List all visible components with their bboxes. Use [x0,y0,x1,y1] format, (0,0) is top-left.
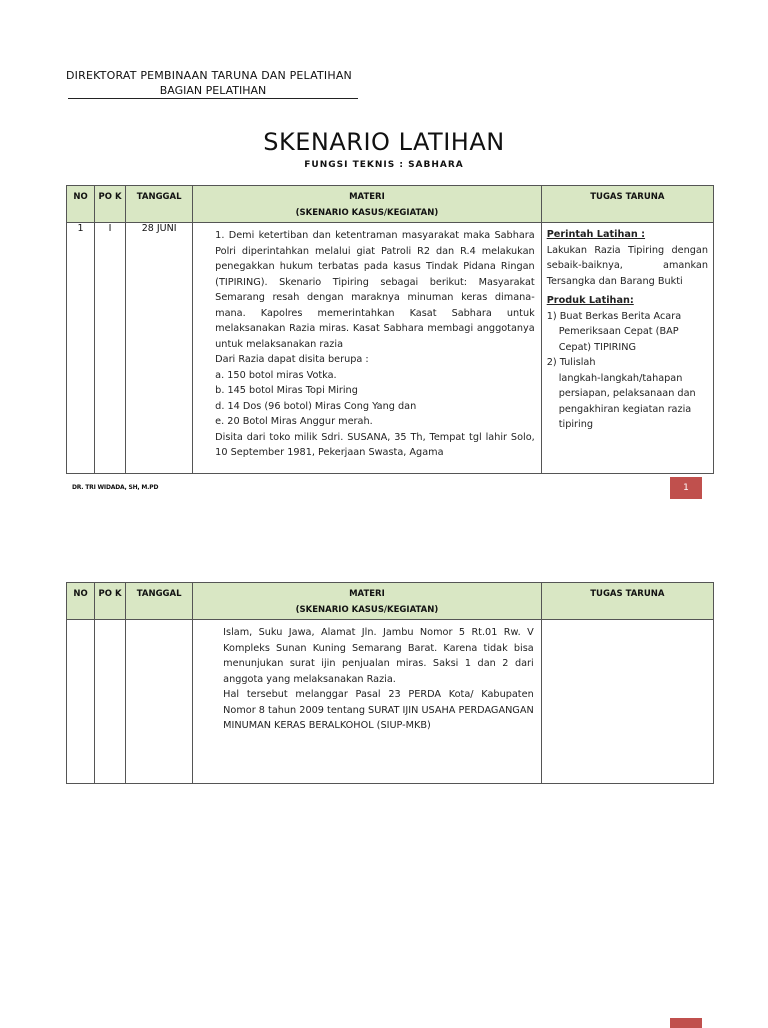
cell-no [67,620,95,784]
cell-tugas [541,223,713,474]
col-header-tugas: TUGAS TARUNA [541,186,713,223]
produk-item-1-detail: Pemeriksaan Cepat (BAP Cepat) TIPIRING [558,326,679,353]
col-header-tanggal: TANGGAL [126,583,193,620]
scenario-table-2 [66,582,714,784]
perintah-text: Lakukan Razia Tipiring dengan sebaik-baiknya, amankan Tersangka dan Barang Bukti [546,244,708,287]
page-number-badge: 1 [670,477,702,499]
materi-paragraph: Disita dari toko milik Sdri. SUSANA, 35 Th, Tempat tgl lahir Solo, 10 September 1981, Pekerjaan Swasta, Agama [215,431,535,458]
materi-paragraph: 1. Demi ketertiban dan ketentraman masyarakat maka Sabhara Polri diperintahkan melalui giat Patroli R2 dan R.4 melakukan penegakkan hukum terbatas pada kasus Tindak Pidana Ringan (TIPIRING). Skenario Tipiring sebagai berikut: Masyarakat Semarang resah dengan maraknya minuman keras dimana-mana. Kapolres memerintahkan Kasat Sabhara untuk melaksanakan Razia miras. Kasat Sabhara membagi anggotanya untuk melaksanakan razia [215,230,535,350]
materi-header-line1: MATERI [349,589,385,599]
table-header-row [67,186,714,223]
page-title: SKENARIO LATIHAN [263,128,505,156]
materi-item: e. 20 Botol Miras Anggur merah. [215,416,373,427]
directorate-heading: DIREKTORAT PEMBINAAN TARUNA DAN PELATIHAN [66,69,352,82]
cell-pok: I [95,223,126,474]
col-header-materi [193,583,542,620]
materi-item: a. 150 botol miras Votka. [215,369,337,381]
col-header-tugas: TUGAS TARUNA [541,583,713,620]
col-header-pok: PO K [95,186,126,223]
produk-heading: Produk Latihan: [546,295,634,306]
perintah-heading: Perintah Latihan : [546,229,646,240]
materi-header-line2: (SKENARIO KASUS/KEGIATAN) [295,208,439,218]
table-header-row [67,583,714,620]
col-header-materi [193,186,542,223]
materi-paragraph: Islam, Suku Jawa, Alamat Jln. Jambu Nomor 5 Rt.01 Rw. V Kompleks Sunan Kuning Semarang Barat. Karena tidak bisa menunjukan surat ijin penjualan miras. Saksi 1 dan 2 dari anggota yang melaksanakan Razia. [223,627,534,685]
table-row [67,620,714,784]
materi-item: d. 14 Dos (96 botol) Miras Cong Yang dan [215,400,417,412]
materi-paragraph: Hal tersebut melanggar Pasal 23 PERDA Kota/ Kabupaten Nomor 8 tahun 2009 tentang SURAT IJIN USAHA PERDAGANGAN MINUMAN KERAS BERALKOHOL (SIUP-MKB) [223,689,534,731]
col-header-pok: PO K [95,583,126,620]
cell-tugas [541,620,713,784]
cell-materi [193,223,542,474]
author-name: DR. TRI WIDADA, SH, M.PD [72,484,159,491]
produk-item-1: 1) Buat Berkas Berita Acara [546,310,682,322]
scenario-table-1 [66,185,714,474]
col-header-no: NO [67,583,95,620]
produk-item-2: 2) Tulislah [546,357,596,368]
materi-item: b. 145 botol Miras Topi Miring [215,385,358,396]
cell-tanggal: 28 JUNI [126,223,193,474]
page-subtitle: FUNGSI TEKNIS : SABHARA [304,160,464,170]
cell-no: 1 [67,223,95,474]
cell-materi [193,620,542,784]
produk-item-2-detail: langkah-langkah/tahapan persiapan, pelaksanaan dan pengakhiran kegiatan razia tipiring [558,372,696,430]
materi-header-line2: (SKENARIO KASUS/KEGIATAN) [295,605,439,615]
page-number-badge-next [670,1018,702,1028]
table-row [67,223,714,474]
materi-header-line1: MATERI [349,192,385,202]
cell-pok [95,620,126,784]
col-header-tanggal: TANGGAL [126,186,193,223]
cell-tanggal [126,620,193,784]
col-header-no: NO [67,186,95,223]
materi-paragraph: Dari Razia dapat disita berupa : [215,354,369,365]
section-heading: BAGIAN PELATIHAN [68,84,358,99]
